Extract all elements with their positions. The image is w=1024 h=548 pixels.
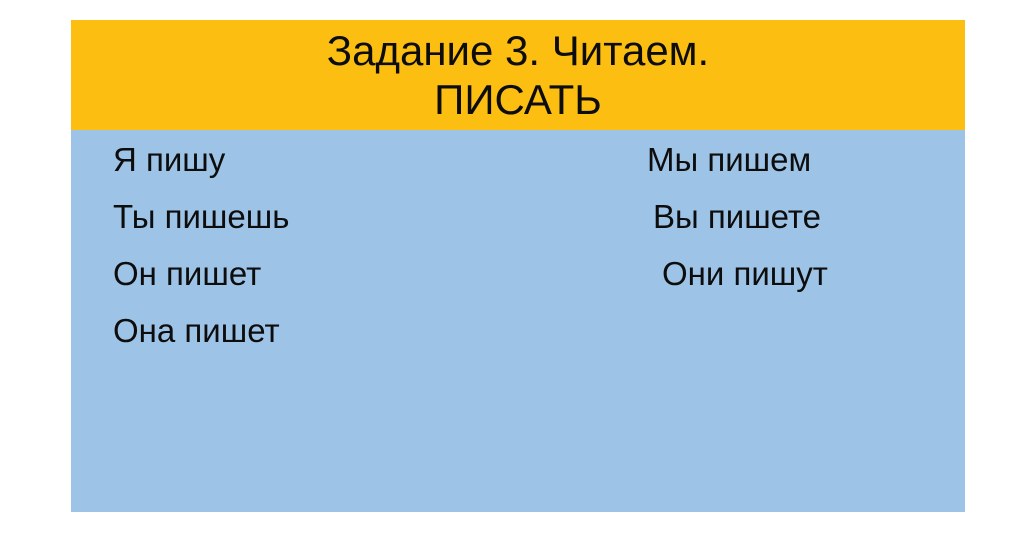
slide-title-line-2: ПИСАТЬ: [434, 76, 602, 123]
conjugation-row: [71, 245, 965, 302]
conjugation-1pl: Мы пишем: [647, 140, 812, 178]
conjugation-3sg-masc: Он пишет: [113, 254, 262, 292]
slide-title-bar: [71, 20, 965, 130]
conjugation-1sg: Я пишу: [113, 140, 226, 178]
conjugation-3pl: Они пишут: [662, 254, 828, 292]
conjugation-row: [71, 188, 965, 245]
conjugation-2pl: Вы пишете: [653, 197, 822, 235]
conjugation-row: [71, 302, 965, 359]
conjugation-2sg: Ты пишешь: [113, 197, 290, 235]
conjugation-3sg-fem: Она пишет: [113, 311, 280, 349]
slide-title-line-1: Задание 3. Читаем.: [326, 27, 710, 74]
slide: [71, 20, 965, 512]
slide-body: [71, 130, 965, 512]
conjugation-row: [71, 131, 965, 188]
